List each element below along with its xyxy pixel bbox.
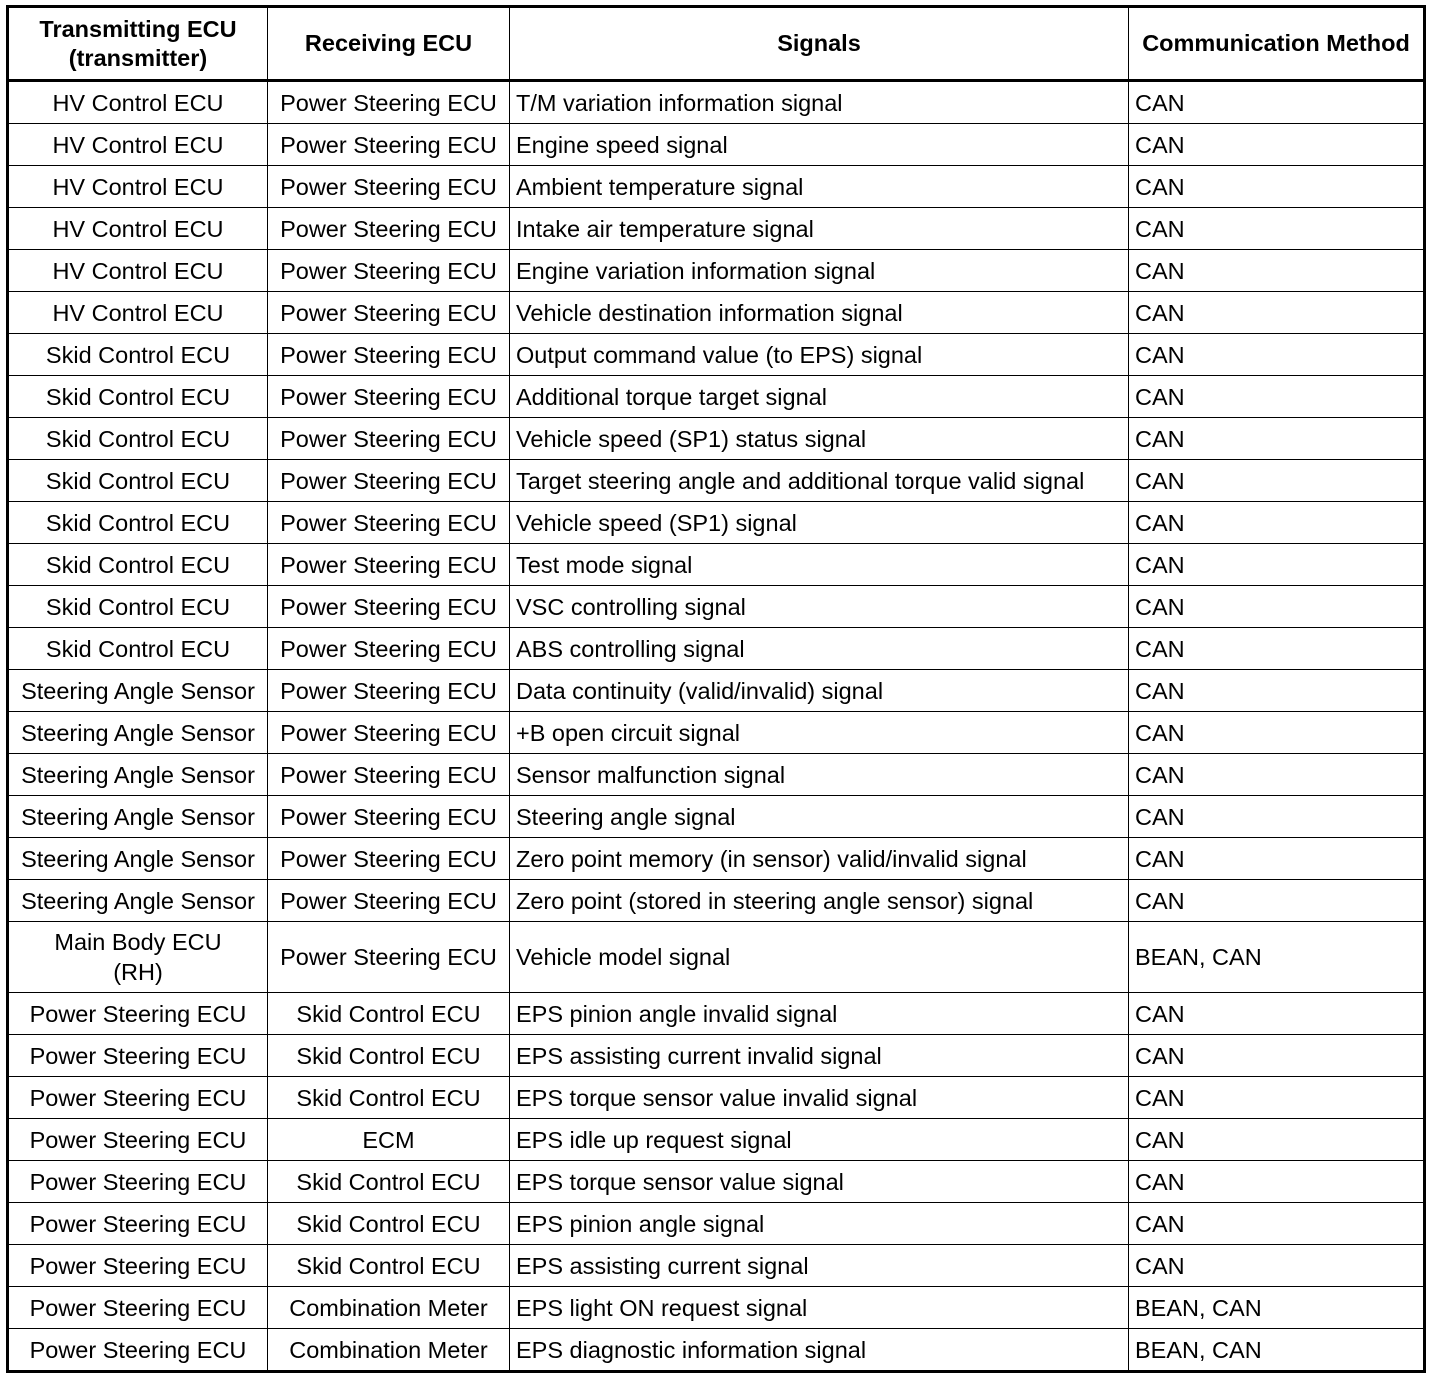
cell-communication-method: CAN xyxy=(1129,1119,1425,1161)
transmitting-ecu-line: HV Control ECU xyxy=(52,89,224,116)
cell-transmitting-ecu xyxy=(8,502,268,544)
transmitting-ecu-line: Skid Control ECU xyxy=(45,593,231,620)
cell-transmitting-ecu xyxy=(8,166,268,208)
cell-transmitting-ecu xyxy=(8,796,268,838)
transmitting-ecu-line: HV Control ECU xyxy=(52,173,224,200)
cell-communication-method: CAN xyxy=(1129,1203,1425,1245)
cell-receiving-ecu: Skid Control ECU xyxy=(268,1035,510,1077)
cell-receiving-ecu: Combination Meter xyxy=(268,1329,510,1372)
table-row xyxy=(8,670,1425,712)
cell-communication-method: CAN xyxy=(1129,1245,1425,1287)
transmitting-ecu-line: HV Control ECU xyxy=(52,131,224,158)
cell-signal: EPS pinion angle invalid signal xyxy=(510,993,1129,1035)
table-row xyxy=(8,586,1425,628)
cell-signal: Engine speed signal xyxy=(510,124,1129,166)
cell-receiving-ecu: Skid Control ECU xyxy=(268,1077,510,1119)
cell-transmitting-ecu xyxy=(8,1077,268,1119)
transmitting-ecu-line: Power Steering ECU xyxy=(29,1042,247,1069)
cell-transmitting-ecu xyxy=(8,993,268,1035)
cell-communication-method: CAN xyxy=(1129,208,1425,250)
table-row xyxy=(8,712,1425,754)
transmitting-ecu-line: Power Steering ECU xyxy=(29,1336,247,1363)
cell-signal: Steering angle signal xyxy=(510,796,1129,838)
cell-communication-method: CAN xyxy=(1129,838,1425,880)
cell-receiving-ecu: Power Steering ECU xyxy=(268,628,510,670)
cell-signal: EPS light ON request signal xyxy=(510,1287,1129,1329)
cell-signal: Zero point (stored in steering angle sensor) signal xyxy=(510,880,1129,922)
cell-signal: Data continuity (valid/invalid) signal xyxy=(510,670,1129,712)
table-row xyxy=(8,124,1425,166)
cell-transmitting-ecu xyxy=(8,1203,268,1245)
table-row xyxy=(8,754,1425,796)
cell-communication-method: CAN xyxy=(1129,796,1425,838)
cell-communication-method: CAN xyxy=(1129,670,1425,712)
transmitting-ecu-line: Steering Angle Sensor xyxy=(21,677,255,704)
cell-communication-method: CAN xyxy=(1129,1161,1425,1203)
cell-transmitting-ecu xyxy=(8,376,268,418)
cell-signal: Sensor malfunction signal xyxy=(510,754,1129,796)
cell-communication-method: BEAN, CAN xyxy=(1129,1287,1425,1329)
table-row xyxy=(8,1245,1425,1287)
cell-receiving-ecu: Power Steering ECU xyxy=(268,922,510,993)
cell-receiving-ecu: Power Steering ECU xyxy=(268,838,510,880)
cell-transmitting-ecu xyxy=(8,922,268,993)
cell-transmitting-ecu xyxy=(8,712,268,754)
header-receiving-ecu: Receiving ECU xyxy=(268,7,510,81)
cell-receiving-ecu: Power Steering ECU xyxy=(268,712,510,754)
communication-table-container xyxy=(6,5,1426,1373)
cell-signal: Intake air temperature signal xyxy=(510,208,1129,250)
cell-transmitting-ecu xyxy=(8,1245,268,1287)
header-transmitting-line1: Transmitting ECU xyxy=(39,15,237,42)
cell-transmitting-ecu xyxy=(8,1035,268,1077)
cell-communication-method: CAN xyxy=(1129,628,1425,670)
cell-signal: EPS diagnostic information signal xyxy=(510,1329,1129,1372)
transmitting-ecu-line: Power Steering ECU xyxy=(29,1084,247,1111)
cell-signal: EPS torque sensor value invalid signal xyxy=(510,1077,1129,1119)
cell-receiving-ecu: Power Steering ECU xyxy=(268,250,510,292)
table-row xyxy=(8,292,1425,334)
transmitting-ecu-line: HV Control ECU xyxy=(52,215,224,242)
transmitting-ecu-line: (RH) xyxy=(113,959,163,985)
cell-receiving-ecu: Power Steering ECU xyxy=(268,292,510,334)
cell-communication-method: CAN xyxy=(1129,334,1425,376)
cell-receiving-ecu: Power Steering ECU xyxy=(268,124,510,166)
cell-signal: EPS assisting current signal xyxy=(510,1245,1129,1287)
transmitting-ecu-line: Steering Angle Sensor xyxy=(21,803,255,830)
cell-communication-method: CAN xyxy=(1129,993,1425,1035)
cell-transmitting-ecu xyxy=(8,1287,268,1329)
transmitting-ecu-line: Power Steering ECU xyxy=(29,1168,247,1195)
table-row xyxy=(8,166,1425,208)
cell-receiving-ecu: Combination Meter xyxy=(268,1287,510,1329)
table-row xyxy=(8,418,1425,460)
cell-communication-method: CAN xyxy=(1129,544,1425,586)
table-row xyxy=(8,796,1425,838)
cell-transmitting-ecu xyxy=(8,334,268,376)
cell-signal: Vehicle destination information signal xyxy=(510,292,1129,334)
cell-receiving-ecu: Power Steering ECU xyxy=(268,208,510,250)
transmitting-ecu-line: Skid Control ECU xyxy=(45,467,231,494)
cell-transmitting-ecu xyxy=(8,1119,268,1161)
cell-transmitting-ecu xyxy=(8,670,268,712)
transmitting-ecu-line: Skid Control ECU xyxy=(45,341,231,368)
cell-transmitting-ecu xyxy=(8,250,268,292)
transmitting-ecu-line: Skid Control ECU xyxy=(45,635,231,662)
cell-communication-method: CAN xyxy=(1129,81,1425,124)
transmitting-ecu-line: Power Steering ECU xyxy=(29,1126,247,1153)
cell-communication-method: CAN xyxy=(1129,754,1425,796)
cell-signal: Vehicle model signal xyxy=(510,922,1129,993)
cell-receiving-ecu: Power Steering ECU xyxy=(268,502,510,544)
cell-communication-method: CAN xyxy=(1129,376,1425,418)
cell-transmitting-ecu xyxy=(8,754,268,796)
header-row xyxy=(8,7,1425,81)
header-transmitting-ecu xyxy=(8,7,268,81)
table-row xyxy=(8,880,1425,922)
header-signals: Signals xyxy=(510,7,1129,81)
cell-signal: Test mode signal xyxy=(510,544,1129,586)
cell-communication-method: CAN xyxy=(1129,1077,1425,1119)
table-row xyxy=(8,460,1425,502)
cell-signal: Zero point memory (in sensor) valid/invalid signal xyxy=(510,838,1129,880)
table-row xyxy=(8,1329,1425,1372)
cell-communication-method: CAN xyxy=(1129,586,1425,628)
cell-communication-method: CAN xyxy=(1129,712,1425,754)
cell-receiving-ecu: Power Steering ECU xyxy=(268,754,510,796)
transmitting-ecu-line: HV Control ECU xyxy=(52,257,224,284)
cell-transmitting-ecu xyxy=(8,628,268,670)
cell-transmitting-ecu xyxy=(8,460,268,502)
table-row xyxy=(8,1119,1425,1161)
cell-signal: EPS idle up request signal xyxy=(510,1119,1129,1161)
cell-signal: Output command value (to EPS) signal xyxy=(510,334,1129,376)
cell-receiving-ecu: Power Steering ECU xyxy=(268,670,510,712)
table-row xyxy=(8,334,1425,376)
cell-signal: Engine variation information signal xyxy=(510,250,1129,292)
transmitting-ecu-line: Skid Control ECU xyxy=(45,509,231,536)
cell-communication-method: CAN xyxy=(1129,1035,1425,1077)
cell-signal: T/M variation information signal xyxy=(510,81,1129,124)
cell-transmitting-ecu xyxy=(8,586,268,628)
cell-signal: +B open circuit signal xyxy=(510,712,1129,754)
header-transmitting-line2: (transmitter) xyxy=(68,44,208,71)
cell-signal: EPS assisting current invalid signal xyxy=(510,1035,1129,1077)
table-row xyxy=(8,993,1425,1035)
cell-signal: EPS torque sensor value signal xyxy=(510,1161,1129,1203)
cell-receiving-ecu: Power Steering ECU xyxy=(268,544,510,586)
cell-communication-method: CAN xyxy=(1129,250,1425,292)
cell-receiving-ecu: ECM xyxy=(268,1119,510,1161)
cell-receiving-ecu: Power Steering ECU xyxy=(268,880,510,922)
cell-transmitting-ecu xyxy=(8,124,268,166)
cell-transmitting-ecu xyxy=(8,838,268,880)
cell-receiving-ecu: Power Steering ECU xyxy=(268,418,510,460)
cell-receiving-ecu: Power Steering ECU xyxy=(268,796,510,838)
cell-signal: Additional torque target signal xyxy=(510,376,1129,418)
cell-receiving-ecu: Power Steering ECU xyxy=(268,81,510,124)
cell-transmitting-ecu xyxy=(8,81,268,124)
table-row xyxy=(8,922,1425,993)
cell-transmitting-ecu xyxy=(8,292,268,334)
transmitting-ecu-line: Power Steering ECU xyxy=(29,1294,247,1321)
cell-communication-method: BEAN, CAN xyxy=(1129,1329,1425,1372)
cell-signal: VSC controlling signal xyxy=(510,586,1129,628)
cell-communication-method: CAN xyxy=(1129,880,1425,922)
transmitting-ecu-line: Power Steering ECU xyxy=(29,1252,247,1279)
cell-receiving-ecu: Skid Control ECU xyxy=(268,1161,510,1203)
transmitting-ecu-line: Steering Angle Sensor xyxy=(21,719,255,746)
cell-receiving-ecu: Skid Control ECU xyxy=(268,993,510,1035)
table-row xyxy=(8,628,1425,670)
cell-transmitting-ecu xyxy=(8,208,268,250)
table-row xyxy=(8,1161,1425,1203)
table-body xyxy=(8,81,1425,1372)
table-row xyxy=(8,1077,1425,1119)
cell-communication-method: CAN xyxy=(1129,124,1425,166)
cell-signal: Target steering angle and additional torque valid signal xyxy=(510,460,1129,502)
table-row xyxy=(8,1203,1425,1245)
cell-receiving-ecu: Power Steering ECU xyxy=(268,586,510,628)
table-row xyxy=(8,1287,1425,1329)
cell-signal: Vehicle speed (SP1) status signal xyxy=(510,418,1129,460)
table-row xyxy=(8,1035,1425,1077)
cell-communication-method: BEAN, CAN xyxy=(1129,922,1425,993)
table-row xyxy=(8,208,1425,250)
cell-receiving-ecu: Power Steering ECU xyxy=(268,460,510,502)
cell-transmitting-ecu xyxy=(8,544,268,586)
transmitting-ecu-line: HV Control ECU xyxy=(52,299,224,326)
cell-signal: EPS pinion angle signal xyxy=(510,1203,1129,1245)
transmitting-ecu-line: Steering Angle Sensor xyxy=(21,887,255,914)
cell-signal: ABS controlling signal xyxy=(510,628,1129,670)
cell-receiving-ecu: Skid Control ECU xyxy=(268,1245,510,1287)
transmitting-ecu-line: Power Steering ECU xyxy=(29,1000,247,1027)
cell-receiving-ecu: Skid Control ECU xyxy=(268,1203,510,1245)
cell-communication-method: CAN xyxy=(1129,460,1425,502)
table-row xyxy=(8,81,1425,124)
cell-receiving-ecu: Power Steering ECU xyxy=(268,166,510,208)
transmitting-ecu-line: Main Body ECU xyxy=(54,929,222,955)
table-row xyxy=(8,838,1425,880)
cell-receiving-ecu: Power Steering ECU xyxy=(268,334,510,376)
transmitting-ecu-line: Skid Control ECU xyxy=(45,383,231,410)
cell-transmitting-ecu xyxy=(8,418,268,460)
cell-communication-method: CAN xyxy=(1129,292,1425,334)
table-row xyxy=(8,376,1425,418)
cell-transmitting-ecu xyxy=(8,1329,268,1372)
header-communication-method: Communication Method xyxy=(1129,7,1425,81)
transmitting-ecu-line: Skid Control ECU xyxy=(45,551,231,578)
table-row xyxy=(8,544,1425,586)
cell-signal: Ambient temperature signal xyxy=(510,166,1129,208)
transmitting-ecu-line: Power Steering ECU xyxy=(29,1210,247,1237)
transmitting-ecu-line: Skid Control ECU xyxy=(45,425,231,452)
cell-communication-method: CAN xyxy=(1129,418,1425,460)
cell-transmitting-ecu xyxy=(8,880,268,922)
cell-signal: Vehicle speed (SP1) signal xyxy=(510,502,1129,544)
cell-transmitting-ecu xyxy=(8,1161,268,1203)
communication-table xyxy=(6,5,1426,1373)
transmitting-ecu-line: Steering Angle Sensor xyxy=(21,761,255,788)
table-row xyxy=(8,250,1425,292)
cell-communication-method: CAN xyxy=(1129,166,1425,208)
cell-receiving-ecu: Power Steering ECU xyxy=(268,376,510,418)
table-row xyxy=(8,502,1425,544)
transmitting-ecu-line: Steering Angle Sensor xyxy=(21,845,255,872)
cell-communication-method: CAN xyxy=(1129,502,1425,544)
